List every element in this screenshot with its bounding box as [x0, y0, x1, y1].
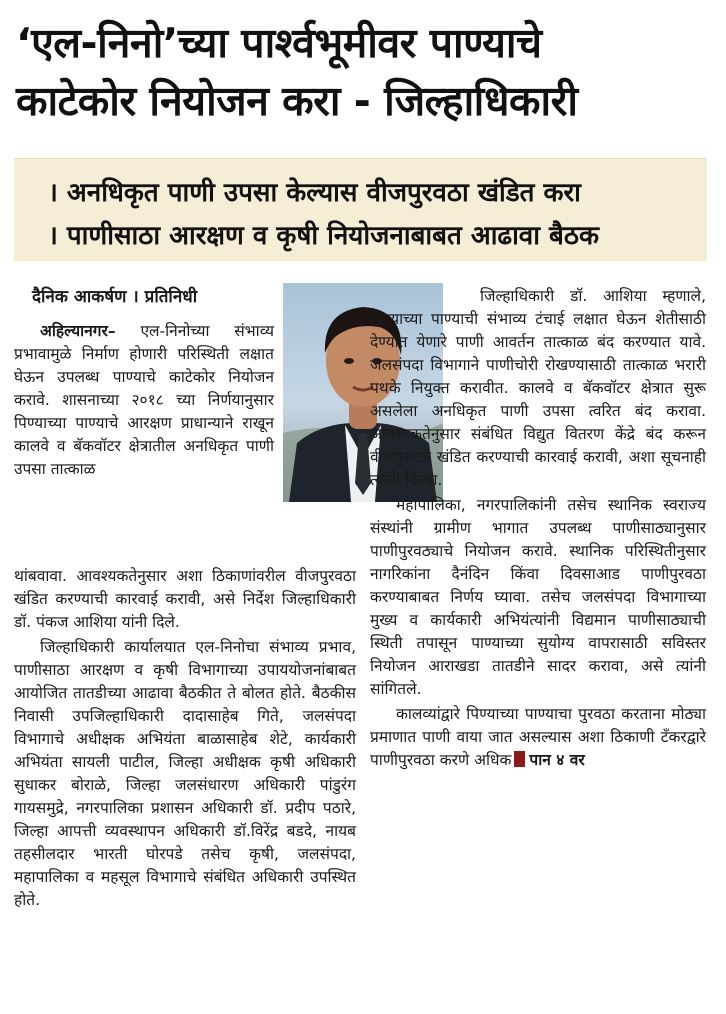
- subheadline-2: । पाणीसाठा आरक्षण व कृषी नियोजनाबाबत आढावा बैठक: [48, 221, 599, 251]
- paragraph-5: कालव्यांद्वारे पिण्याच्या पाण्याचा पुरवठा करताना मोठ्या प्रमाणात पाणी वाया जात असल्यास अशा ठिकाणी टँकरद्वारे पाणीपुरवठा करणे अधिक: [370, 705, 706, 769]
- continued-marker: [511, 751, 584, 769]
- subheadline-box: [14, 158, 707, 261]
- headline-line-2: काटेकोर नियोजन करा - जिल्हाधिकारी: [16, 77, 578, 125]
- article-column-left-lower: [14, 565, 356, 912]
- article-column-left-upper: [14, 320, 274, 481]
- byline: दैनिक आकर्षण । प्रतिनिधी: [32, 287, 198, 307]
- paragraph-2: जिल्हाधिकारी कार्यालयात एल-निनोचा संभाव्य प्रभाव, पाणीसाठा आरक्षण व कृषी विभागाच्या उपाययोजनांबाबत आयोजित तातडीच्या आढावा बैठकीत ते बोलत होते. बैठकीस निवासी उपजिल्हाधिकारी दादासाहेब गिते, जलसंपदा विभागाचे अधीक्षक अभियंता बाळासाहेब शेटे, कार्यकारी अभियंता सायली पाटील, जिल्हा अधीक्षक कृषी अधिकारी सुधाकर बोराळे, जिल्हा जलसंधारण अधिकारी पांडुरंग गायसमुद्रे, नगरपालिका प्रशासन अधिकारी डॉ. प्रदीप पठारे, जिल्हा आपत्ती व्यवस्थापन अधिकारी डॉ.विरेंद्र बडदे, नायब तहसीलदार भारती घोरपडे तसेच कृषी, जलसंपदा, महापालिका व महसूल विभागाचे संबंधित अधिकारी उपस्थित होते.: [14, 638, 356, 909]
- paragraph-3: जिल्हाधिकारी डॉ. आशिया म्हणाले, पिण्याच्या पाण्याची संभाव्य टंचाई लक्षात घेऊन शेतीसाठी देण्यात येणारे पाणी आवर्तन तात्काळ बंद करण्यात यावे. जलसंपदा विभागाने पाणीचोरी रोखण्यासाठी तात्काळ भरारी पथके नियुक्त करावीत. कालवे व बॅकवॉटर क्षेत्रात सुरू असलेला अनधिकृत पाणी उपसा त्वरित बंद करावा. आवश्यकतेनुसार संबंधित विद्युत वितरण केंद्रे बंद करून वीजपुरवठा खंडित करण्याची कारवाई करावी, अशा सूचनाही त्यांनी दिल्या.: [370, 287, 706, 489]
- headline: [16, 14, 716, 130]
- article-column-right: [370, 285, 706, 772]
- continued-on-page: पान ४ वर: [529, 751, 585, 769]
- paragraph-1b: थांबवावा. आवश्यकतेनुसार अशा ठिकाणांवरील वीजपुरवठा खंडित करण्याची कारवाई करावी, असे निर्देश जिल्हाधिकारी डॉ. पंकज आशिया यांनी दिले.: [14, 567, 356, 631]
- paragraph-1a: एल-निनोच्या संभाव्य प्रभावामुळे निर्माण होणारी परिस्थिती लक्षात घेऊन उपलब्ध पाण्याचे काटेकोर नियोजन करावे. शासनाच्या २०१८ च्या निर्णयानुसार पिण्याच्या पाण्याचे आरक्षण प्राधान्याने राखून कालवे व बॅकवॉटर क्षेत्रातील अनधिकृत पाणी उपसा तात्काळ: [14, 322, 274, 478]
- headline-line-1: ‘एल-निनो’च्या पार्श्वभूमीवर पाण्याचे: [16, 19, 542, 67]
- subheadline-1: । अनधिकृत पाणी उपसा केल्यास वीजपुरवठा खंडित करा: [48, 178, 581, 208]
- dateline: अहिल्यानगर–: [40, 322, 116, 340]
- paragraph-4: महापालिका, नगरपालिकांनी तसेच स्थानिक स्वराज्य संस्थांनी ग्रामीण भागात उपलब्ध पाणीसाठ्यानुसार पाणीपुरवठ्याचे नियोजन करावे. स्थानिक परिस्थितीनुसार नागरिकांना दैनंदिन किंवा दिवसाआड पाणीपुरवठा करण्याबाबत निर्णय घ्यावा. तसेच जलसंपदा विभागाच्या मुख्य व कार्यकारी अभियंत्यांनी विद्यमान पाणीसाठ्याची स्थिती तपासून पाण्याच्या सुयोग्य वापरासाठी सविस्तर नियोजन आराखडा तातडीने सादर करावा, असे त्यांनी सांगितले.: [370, 496, 706, 698]
- square-marker-icon: [514, 751, 525, 767]
